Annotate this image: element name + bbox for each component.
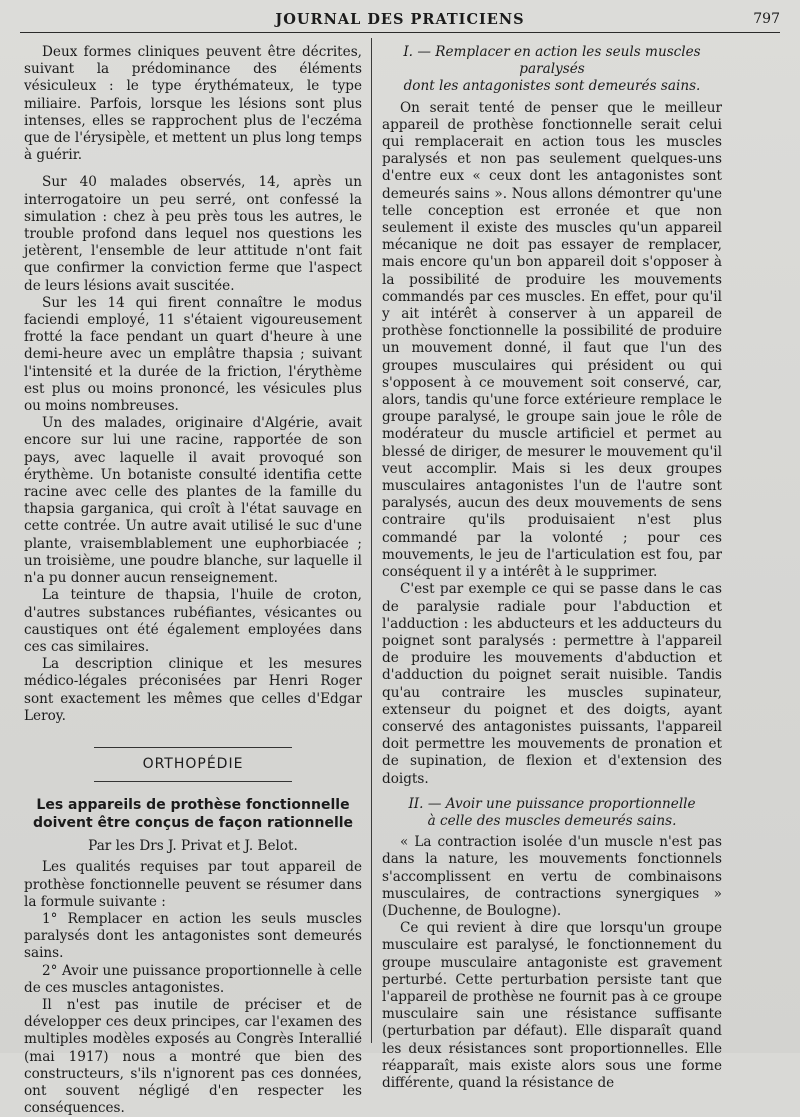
section-rule-bottom bbox=[94, 781, 292, 782]
page-number: 797 bbox=[753, 11, 780, 27]
paragraph: Ce qui revient à dire que lorsqu'un groupe musculaire est paralysé, le fonctionnement du groupe musculaire antagoniste est gravement perturbé. Cette perturbation persiste tant que l'appareil de prothèse ne fournit pas à ce groupe musculaire sain une résistance suffisante (perturbation par défaut). Elle disparaît quand les deux résistances sont proportionnelles. Elle réapparaît, mais existe alors sous une forme différente, quand la résistance de bbox=[382, 920, 722, 1091]
subheading-2-line2: à celle des muscles demeurés sains. bbox=[427, 812, 677, 829]
left-column bbox=[24, 44, 362, 1117]
paragraph: Deux formes cliniques peuvent être décrites, suivant la prédominance des éléments vésiculeux : le type érythémateux, le type miliaire. Parfois, lorsque les lésions sont plus intenses, elles se rapprochent plus de l'eczéma que de l'érysipèle, et mettent un plus long temps à guérir. bbox=[24, 44, 362, 164]
running-header bbox=[20, 6, 780, 33]
paragraph: La teinture de thapsia, l'huile de croton, d'autres substances rubéfiantes, vésicantes ou caustiques ont été également employées dans ces cas similaires. bbox=[24, 587, 362, 655]
subheading-2 bbox=[382, 796, 722, 830]
paragraph: Sur 40 malades observés, 14, après un interrogatoire un peu serré, ont confessé la simulation : chez à peu près tous les autres, le trouble profond dans lequel nos questions les jetèrent, l'ensemble de leur attitude n'ont fait que confirmer la conviction ferme que l'aspect de leurs lésions avait suscitée. bbox=[24, 174, 362, 294]
section-rule-top bbox=[94, 747, 292, 748]
subheading-1-line2: dont les antagonistes sont demeurés sains. bbox=[403, 78, 701, 95]
journal-title: JOURNAL DES PRATICIENS bbox=[275, 11, 525, 28]
column-divider bbox=[371, 38, 372, 1043]
right-column bbox=[382, 44, 722, 1092]
paragraph: Il n'est pas inutile de préciser et de développer ces deux principes, car l'examen des multiples modèles exposés au Congrès Interallié (mai 1917) nous a montré que bien des constructeurs, s'ils n'ignorent pas ces données, ont souvent négligé d'en respecter les conséquences. bbox=[24, 996, 362, 1117]
subheading-1-line1: I. — Remplacer en action les seuls muscles paralysés bbox=[403, 44, 701, 78]
paragraph: Un des malades, originaire d'Algérie, avait encore sur lui une racine, rapportée de son pays, avec laquelle il avait provoqué son érythème. Un botaniste consulté identifia cette racine avec celle des plantes de la famille du thapsia garganica, qui croît à l'état sauvage en cette contrée. Un autre avait utilisé le suc d'une plante, vraisemblablement une euphorbiacée ; un troisième, une poudre blanche, sur laquelle il n'a pu donner aucun renseignement. bbox=[24, 415, 362, 587]
paragraph: Les qualités requises par tout appareil de prothèse fonctionnelle peuvent se résumer dans la formule suivante : bbox=[24, 859, 362, 910]
section-heading bbox=[24, 747, 362, 782]
paragraph: 1° Remplacer en action les seuls muscles paralysés dont les antagonistes sont demeurés sains. bbox=[24, 910, 362, 962]
section-label: ORTHOPÉDIE bbox=[142, 755, 244, 772]
article-title: Les appareils de prothèse fonctionnelle doivent être conçus de façon rationnelle bbox=[32, 797, 354, 832]
article-authors: Par les Drs J. Privat et J. Belot. bbox=[88, 838, 298, 855]
paragraph: C'est par exemple ce qui se passe dans le cas de paralysie radiale pour l'abduction et l'adduction : les abducteurs et les adducteurs du poignet sont paralysés : permettre à l'appareil de produire les mouvements d'abduction et d'adduction du poignet serait nuisible. Tandis qu'au contraire les muscles supinateur, extenseur du poignet et des doigts, ayant conservé des antagonistes puissants, l'appareil doit permettre les mouvements de pronation et de supination, de flexion et d'extension des doigts. bbox=[382, 581, 722, 787]
subheading-1 bbox=[382, 44, 722, 96]
subheading-2-line1: II. — Avoir une puissance proportionnelle bbox=[408, 795, 696, 812]
paragraph: « La contraction isolée d'un muscle n'est pas dans la nature, les mouvements fonctionnels s'accomplissent en vertu de combinaisons musculaires, de contractions synergiques » (Duchenne, de Boulogne). bbox=[382, 834, 722, 919]
paragraph: Sur les 14 qui firent connaître le modus faciendi employé, 11 s'étaient vigoureusement frotté la face pendant un quart d'heure à une demi-heure avec un emplâtre thapsia ; suivant l'intensité et la durée de la friction, l'érythème est plus ou moins prononcé, les vésicules plus ou moins nombreuses. bbox=[24, 294, 362, 415]
paragraph: On serait tenté de penser que le meilleur appareil de prothèse fonctionnelle serait celui qui remplacerait en action tous les muscles paralysés et non pas seulement quelques-uns d'entre eux « ceux dont les antagonistes sont demeurés sains ». Nous allons démontrer qu'une telle conception est erronée et que non seulement il existe des muscles qu'un appareil mécanique ne doit pas essayer de remplacer, mais encore qu'un bon appareil doit s'opposer à la possibilité de produire les mouvements commandés par ces muscles. En effet, pour qu'il y ait intérêt à conserver à un appareil de prothèse fonctionnelle la possibilité de produire un mouvement donné, il faut que l'un des groupes musculaires qui président ou qui s'opposent à ce mouvement soit conservé, car, alors, tandis qu'une force extérieure remplace le groupe paralysé, le groupe sain joue le rôle de modérateur du muscle artificiel et permet au blessé de diriger, de mesurer le mouvement qu'il veut accomplir. Mais si les deux groupes musculaires antagonistes l'un de l'autre sont paralysés, aucun des deux mouvements de sens contraire qu'ils produisaient n'est plus commandé par la volonté ; pour ces mouvements, le jeu de l'articulation est fou, par conséquent il y a intérêt à le supprimer. bbox=[382, 99, 722, 581]
paragraph: 2° Avoir une puissance proportionnelle à celle de ces muscles antagonistes. bbox=[24, 962, 362, 996]
paragraph: La description clinique et les mesures médico-légales préconisées par Henri Roger sont exactement les mêmes que celles d'Edgar Leroy. bbox=[24, 656, 362, 724]
